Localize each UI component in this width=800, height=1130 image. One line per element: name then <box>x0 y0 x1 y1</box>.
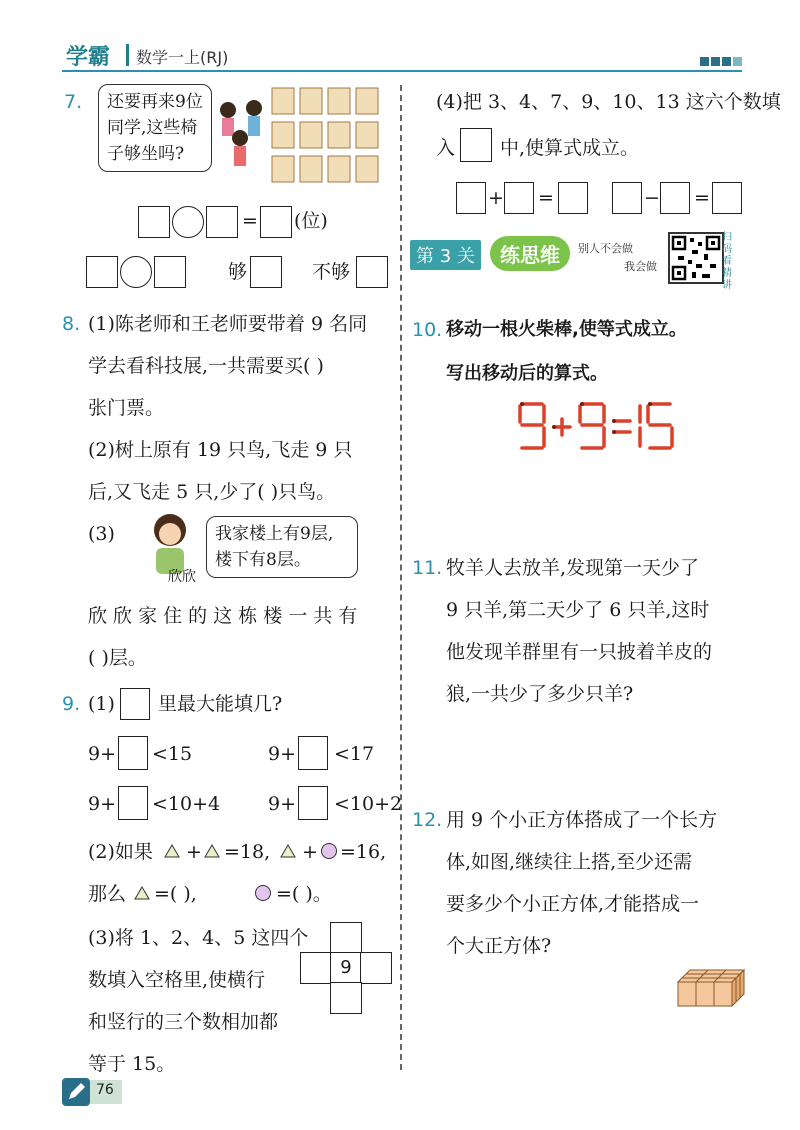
enough-label: 够 <box>228 261 248 283</box>
not-enough-label: 不够 <box>312 261 351 283</box>
question-text: =18, <box>224 841 271 863</box>
answer-box[interactable] <box>86 256 118 288</box>
grid-cell[interactable] <box>360 952 392 984</box>
bubble-line: 楼下有8层。 <box>215 550 311 570</box>
question-text: 个大正方体? <box>446 935 552 957</box>
operator-circle[interactable] <box>120 256 152 288</box>
question-number: 9. <box>62 693 81 715</box>
subquestion-label: (3) <box>88 523 115 545</box>
question-number: 8. <box>62 313 81 335</box>
not-enough-checkbox[interactable] <box>356 256 388 288</box>
grid-cell[interactable] <box>330 922 362 954</box>
inequality-right: <10+4 <box>152 793 221 815</box>
question-text: ( )层。 <box>88 647 147 669</box>
answer-box[interactable] <box>298 736 328 770</box>
question-text: 里最大能填几? <box>158 693 283 715</box>
question-text: 欣 欣 家 住 的 这 栋 楼 一 共 有 <box>88 605 358 627</box>
bubble-line: 还要再来9位 <box>107 92 203 112</box>
plus-sign: + <box>186 841 202 863</box>
bubble-line: 子够坐吗? <box>107 144 185 164</box>
level-label: 第 3 关 <box>410 240 481 270</box>
equals-sign: = <box>538 187 554 209</box>
question-text: 中,使算式成立。 <box>500 137 640 159</box>
question-text: (4)把 3、4、7、9、10、13 这六个数填 <box>436 91 781 113</box>
speech-bubble <box>206 516 358 578</box>
slogan-line: 别人不会做 <box>578 242 633 255</box>
grid-cell-center: 9 <box>330 952 362 984</box>
question-text: 等于 15。 <box>88 1053 176 1075</box>
qr-caption: 扫码看精讲 <box>722 232 732 291</box>
deco-square-icon <box>711 57 720 66</box>
question-text: 用 9 个小正方体搭成了一个长方 <box>446 809 718 831</box>
question-text: 牧羊人去放羊,发现第一天少了 <box>446 557 700 579</box>
answer-box[interactable] <box>118 736 148 770</box>
unit-label: (位) <box>294 210 328 232</box>
matchstick-expression <box>516 398 676 454</box>
question-text: (2)如果 <box>88 841 153 863</box>
answer-box[interactable] <box>138 206 170 238</box>
answer-box[interactable] <box>504 182 534 214</box>
deco-square-icon <box>722 57 731 66</box>
minus-sign: − <box>644 187 660 209</box>
level-title: 练思维 <box>490 236 570 271</box>
question-text: 移动一根火柴棒,使等式成立。 <box>446 319 687 340</box>
answer-box[interactable] <box>660 182 690 214</box>
brand-logo: 学霸 <box>66 45 111 70</box>
question-text: 他发现羊群里有一只披着羊皮的 <box>446 641 713 663</box>
question-text: =( ), <box>154 883 197 905</box>
question-text: 那么 <box>88 883 127 905</box>
children-illustration <box>214 96 278 176</box>
character-name: 欣欣 <box>168 569 196 585</box>
qr-code-icon[interactable] <box>668 232 724 284</box>
inequality-left: 9+ <box>268 743 297 765</box>
subject-title: 数学一上(RJ) <box>136 48 229 67</box>
answer-box[interactable] <box>154 256 186 288</box>
operator-circle[interactable] <box>172 206 204 238</box>
inequality-left: 9+ <box>88 743 117 765</box>
answer-box[interactable] <box>712 182 742 214</box>
plus-sign: + <box>302 841 318 863</box>
question-text: 写出移动后的算式。 <box>446 363 608 384</box>
equals-sign: = <box>242 210 258 232</box>
inequality-left: 9+ <box>88 793 117 815</box>
question-text: =( )。 <box>276 883 332 905</box>
question-text: 后,又飞走 5 只,少了( )只鸟。 <box>88 481 336 503</box>
answer-box[interactable] <box>612 182 642 214</box>
answer-box[interactable] <box>206 206 238 238</box>
question-text: 张门票。 <box>88 397 165 419</box>
question-text: 和竖行的三个数相加都 <box>88 1011 279 1033</box>
triangle-icon <box>204 844 220 858</box>
grid-cell[interactable] <box>300 952 332 984</box>
question-number: 12. <box>412 809 443 831</box>
question-text: 9 只羊,第二天少了 6 只羊,这时 <box>446 599 710 621</box>
level-banner <box>410 232 740 291</box>
inequality-right: <17 <box>334 743 375 765</box>
chairs-illustration <box>270 86 386 186</box>
question-text: =16, <box>340 841 387 863</box>
question-number: 10. <box>412 319 443 341</box>
grid-cell[interactable] <box>330 982 362 1014</box>
deco-square-icon <box>700 57 709 66</box>
question-text: 学去看科技展,一共需要买( ) <box>88 355 324 377</box>
question-text: 入 <box>436 137 456 159</box>
question-text: (3)将 1、2、4、5 这四个 <box>88 927 309 949</box>
header-rule <box>62 70 742 72</box>
question-text: 体,如图,继续往上搭,至少还需 <box>446 851 693 873</box>
answer-box[interactable] <box>456 182 486 214</box>
question-text: (2)树上原有 19 只鸟,飞走 9 只 <box>88 439 353 461</box>
equals-sign: = <box>694 187 710 209</box>
logo-divider <box>126 44 129 66</box>
inequality-right: <15 <box>152 743 193 765</box>
inequality-left: 9+ <box>268 793 297 815</box>
column-divider <box>400 85 402 1070</box>
answer-box[interactable] <box>260 206 292 238</box>
page-header <box>0 0 800 80</box>
subquestion-label: (1) <box>88 693 115 715</box>
slogan-line: 我会做 <box>624 260 657 273</box>
question-number: 11. <box>412 557 443 579</box>
answer-box[interactable] <box>118 786 148 820</box>
circle-icon <box>254 884 272 902</box>
bubble-line: 同学,这些椅 <box>107 118 198 138</box>
question-text: (1)陈老师和王老师要带着 9 名同 <box>88 313 368 335</box>
question-number: 7. <box>64 91 83 113</box>
bubble-line: 我家楼上有9层, <box>215 524 334 544</box>
triangle-icon <box>164 844 180 858</box>
plus-sign: + <box>488 187 504 209</box>
cuboid-illustration <box>676 966 746 1010</box>
triangle-icon <box>134 886 150 900</box>
answer-box[interactable] <box>558 182 588 214</box>
page-number: 76 <box>96 1082 114 1098</box>
speech-bubble <box>98 84 212 172</box>
question-text: 数填入空格里,使横行 <box>88 969 266 991</box>
inequality-right: <10+2 <box>334 793 403 815</box>
enough-checkbox[interactable] <box>250 256 282 288</box>
answer-box[interactable] <box>120 688 150 720</box>
answer-box[interactable] <box>298 786 328 820</box>
question-text: 要多少个小正方体,才能搭成一 <box>446 893 700 915</box>
circle-icon <box>320 842 338 860</box>
question-text: 狼,一共少了多少只羊? <box>446 683 634 705</box>
answer-box[interactable] <box>460 128 492 162</box>
deco-square-icon <box>733 57 742 66</box>
triangle-icon <box>280 844 296 858</box>
pencil-icon <box>62 1078 90 1106</box>
